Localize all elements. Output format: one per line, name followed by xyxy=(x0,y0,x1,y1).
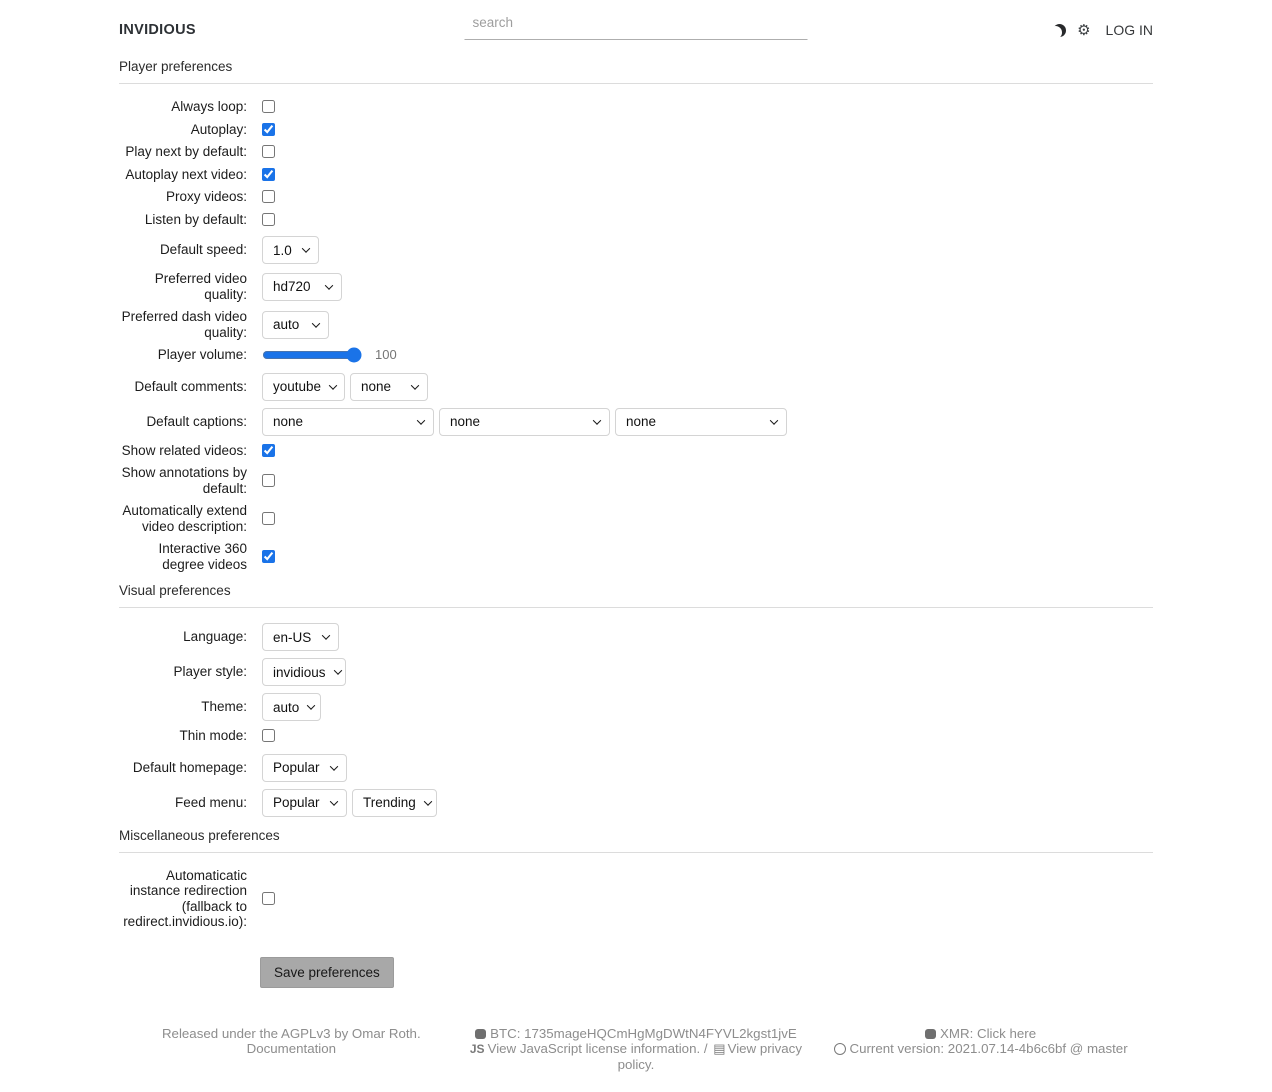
monero-icon xyxy=(925,1029,936,1039)
feed-menu-select-2[interactable] xyxy=(352,789,437,817)
search-box xyxy=(465,10,808,40)
extend-description-checkbox[interactable] xyxy=(262,512,275,525)
feed-menu-value-2: Trending xyxy=(363,795,416,810)
brand-link[interactable]: INVIDIOUS xyxy=(119,22,196,38)
pref-row-dash-quality xyxy=(119,309,1153,340)
captions-value-2: none xyxy=(450,414,481,429)
github-icon xyxy=(834,1043,846,1055)
section-title-visual: Visual preferences xyxy=(119,583,1153,608)
instance-redirect-label: Automaticatic instance redirection (fallback to redirect.invidious.io): xyxy=(123,867,247,929)
feed-menu-label: Feed menu: xyxy=(174,794,247,810)
extend-description-label: Automatically extend video description: xyxy=(122,503,247,534)
top-bar xyxy=(119,0,1153,48)
preferences-gear-icon[interactable]: ⚙ xyxy=(1077,21,1091,39)
listen-default-checkbox[interactable] xyxy=(262,213,275,226)
always-loop-checkbox[interactable] xyxy=(262,100,275,113)
theme-select[interactable] xyxy=(262,693,321,721)
chevron-down-icon xyxy=(302,244,310,252)
feed-menu-value-1: Popular xyxy=(273,795,320,810)
comments-select-2[interactable] xyxy=(350,373,428,401)
pref-row-default-speed xyxy=(119,236,1153,264)
footer-links-line xyxy=(464,1041,809,1072)
dash-quality-label: Preferred dash video quality: xyxy=(121,309,247,340)
captions-value-3: none xyxy=(626,414,657,429)
pref-row-video-quality xyxy=(119,271,1153,302)
theme-label: Theme: xyxy=(201,699,247,715)
footer-separator: / xyxy=(703,1040,708,1056)
footer-right-column xyxy=(808,1026,1153,1072)
pref-row-autoplay xyxy=(119,122,1153,138)
pref-row-player-volume xyxy=(119,347,1153,363)
language-select[interactable] xyxy=(262,623,339,651)
section-title-player: Player preferences xyxy=(119,59,1153,84)
always-loop-label: Always loop: xyxy=(171,99,247,114)
section-title-misc: Miscellaneous preferences xyxy=(119,828,1153,853)
chevron-down-icon xyxy=(330,762,338,770)
pref-row-default-comments xyxy=(119,373,1153,401)
language-value: en-US xyxy=(273,629,312,645)
listen-default-label: Listen by default: xyxy=(144,211,247,227)
pref-row-theme xyxy=(119,693,1153,721)
footer-xmr-line xyxy=(808,1026,1153,1041)
footer-license-text: Released under the AGPLv3 by Omar Roth. xyxy=(161,1025,421,1041)
player-style-label: Player style: xyxy=(173,664,247,680)
pref-row-annotations xyxy=(119,465,1153,496)
chevron-down-icon xyxy=(417,416,425,424)
dash-quality-value: auto xyxy=(273,317,300,332)
dark-mode-moon-icon[interactable] xyxy=(1053,24,1066,37)
default-speed-select[interactable] xyxy=(262,236,319,264)
pref-row-default-captions xyxy=(119,408,1153,436)
privacy-policy-link[interactable]: View privacy policy. xyxy=(617,1040,802,1072)
homepage-select[interactable] xyxy=(262,754,347,782)
version-label: Current version: xyxy=(849,1040,945,1056)
captions-select-2[interactable] xyxy=(439,408,610,436)
annotations-label: Show annotations by default: xyxy=(121,465,247,496)
default-captions-label: Default captions: xyxy=(146,413,247,429)
footer-version-line xyxy=(808,1041,1153,1056)
bitcoin-icon xyxy=(475,1029,486,1039)
footer-btc-line xyxy=(464,1026,809,1041)
chevron-down-icon xyxy=(312,319,320,327)
pref-row-proxy-videos xyxy=(119,189,1153,205)
video-quality-value: hd720 xyxy=(273,279,311,294)
captions-select-3[interactable] xyxy=(615,408,787,436)
instance-redirect-checkbox[interactable] xyxy=(262,892,275,905)
chevron-down-icon xyxy=(322,631,330,639)
privacy-document-icon: ▤ xyxy=(713,1040,726,1056)
documentation-link[interactable]: Documentation xyxy=(246,1040,337,1056)
pref-row-thin-mode xyxy=(119,728,1153,744)
dash-quality-select[interactable] xyxy=(262,311,329,339)
pref-row-homepage xyxy=(119,754,1153,782)
pref-row-instance-redirect xyxy=(119,868,1153,930)
btc-address: 1735mageHQCmHgMgDWtN4FYVL2kgst1jvE xyxy=(524,1025,797,1041)
pref-row-play-next xyxy=(119,144,1153,160)
player-volume-slider[interactable] xyxy=(262,348,362,362)
js-license-link[interactable]: View JavaScript license information. xyxy=(487,1040,701,1056)
player-volume-label: Player volume: xyxy=(157,347,247,362)
comments-value-1: youtube xyxy=(273,379,322,394)
chevron-down-icon xyxy=(329,381,337,389)
chevron-down-icon xyxy=(307,701,315,709)
version-link[interactable]: 2021.07.14-4b6c6bf @ master xyxy=(947,1040,1128,1056)
chevron-down-icon xyxy=(424,797,432,805)
feed-menu-select-1[interactable] xyxy=(262,789,347,817)
chevron-down-icon xyxy=(593,416,601,424)
log-in-link[interactable]: LOG IN xyxy=(1105,22,1153,38)
xmr-label: XMR: xyxy=(940,1025,974,1041)
pref-row-feed-menu xyxy=(119,789,1153,817)
footer-middle-column xyxy=(464,1026,809,1072)
pref-row-autoplay-next xyxy=(119,167,1153,183)
play-next-checkbox[interactable] xyxy=(262,145,275,158)
homepage-label: Default homepage: xyxy=(132,759,247,775)
pref-row-listen-default xyxy=(119,212,1153,228)
autoplay-next-checkbox[interactable] xyxy=(262,168,275,181)
theme-value: auto xyxy=(273,699,300,715)
pref-row-always-loop xyxy=(119,99,1153,115)
related-videos-checkbox[interactable] xyxy=(262,444,275,457)
top-right-actions xyxy=(1053,22,1153,38)
save-preferences-button[interactable]: Save preferences xyxy=(260,957,394,988)
proxy-videos-checkbox[interactable] xyxy=(262,190,275,203)
chevron-down-icon xyxy=(770,416,778,424)
homepage-value: Popular xyxy=(273,760,320,775)
default-speed-value: 1.0 xyxy=(273,242,292,258)
xmr-click-here-link[interactable]: Click here xyxy=(976,1025,1037,1041)
autoplay-checkbox[interactable] xyxy=(262,123,275,136)
search-input[interactable] xyxy=(465,10,808,40)
thin-mode-label: Thin mode: xyxy=(179,728,247,743)
chevron-down-icon xyxy=(333,666,341,674)
video-quality-select[interactable] xyxy=(262,273,342,301)
interactive-360-label: Interactive 360 degree videos xyxy=(158,541,247,572)
pref-row-language xyxy=(119,623,1153,651)
captions-value-1: none xyxy=(273,414,304,429)
language-label: Language: xyxy=(183,629,247,645)
video-quality-label: Preferred video quality: xyxy=(154,271,247,302)
chevron-down-icon xyxy=(325,281,333,289)
comments-select-1[interactable] xyxy=(262,373,345,401)
footer xyxy=(119,1026,1153,1092)
captions-select-1[interactable] xyxy=(262,408,434,436)
play-next-label: Play next by default: xyxy=(125,144,247,159)
pref-row-extend-description xyxy=(119,503,1153,534)
default-comments-label: Default comments: xyxy=(134,378,247,394)
default-speed-label: Default speed: xyxy=(159,242,247,258)
comments-value-2: none xyxy=(361,379,392,394)
javascript-icon: JS xyxy=(469,1041,485,1056)
chevron-down-icon xyxy=(411,381,419,389)
pref-row-player-style xyxy=(119,658,1153,686)
related-videos-label: Show related videos: xyxy=(121,442,247,458)
annotations-checkbox[interactable] xyxy=(262,474,275,487)
pref-row-360-videos xyxy=(119,541,1153,572)
pref-row-related-videos xyxy=(119,443,1153,459)
btc-label: BTC: xyxy=(490,1025,521,1041)
footer-left-column xyxy=(119,1026,464,1072)
player-style-select[interactable] xyxy=(262,658,346,686)
interactive-360-checkbox[interactable] xyxy=(262,550,275,563)
autoplay-next-label: Autoplay next video: xyxy=(125,166,247,182)
autoplay-label: Autoplay: xyxy=(190,121,247,137)
thin-mode-checkbox[interactable] xyxy=(262,729,275,742)
player-volume-value: 100 xyxy=(375,347,397,363)
chevron-down-icon xyxy=(330,797,338,805)
player-style-value: invidious xyxy=(273,664,326,680)
proxy-videos-label: Proxy videos: xyxy=(165,189,247,204)
